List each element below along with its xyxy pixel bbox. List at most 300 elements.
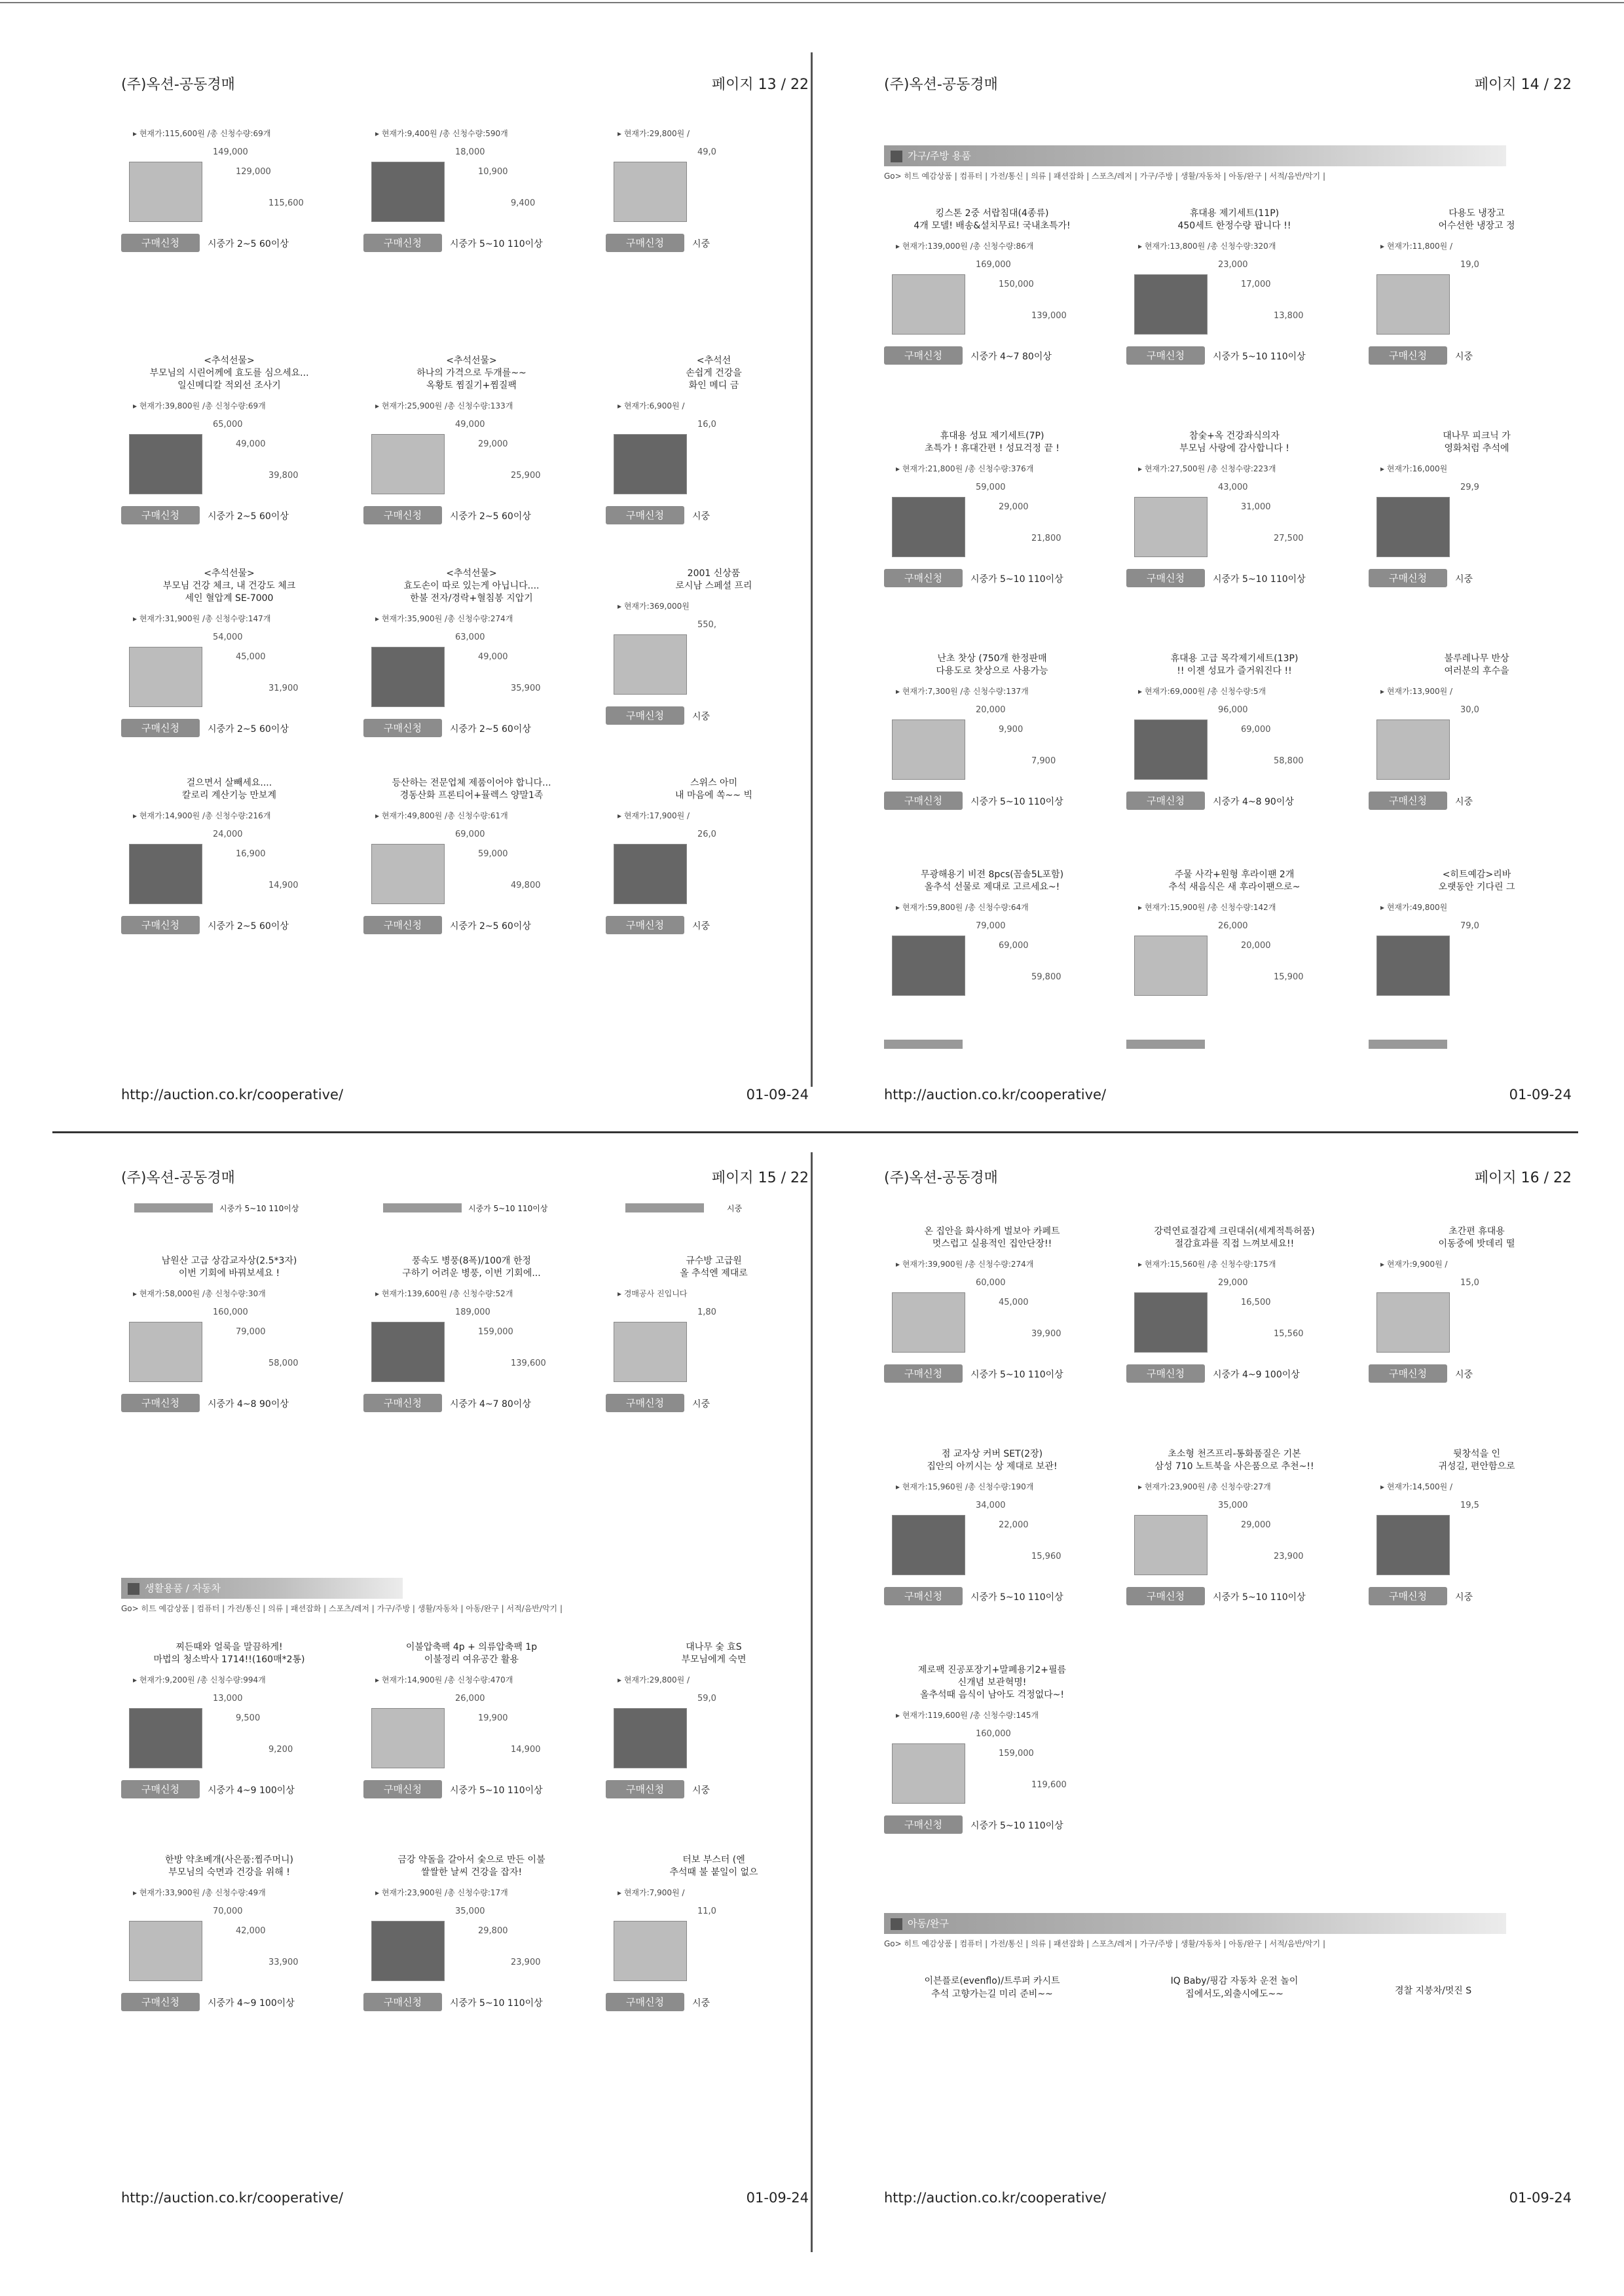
product-subtitle: 이동중에 밧데리 떨 [1438,1239,1515,1249]
buy-button[interactable]: 구매신청 [363,1993,442,2011]
product-subtitle: 추석 새음식은 새 후라이팬으로~ [1168,882,1301,892]
product-image[interactable] [1134,720,1208,780]
list-price: 29,000 [1218,1278,1248,1288]
buy-button[interactable]: 구매신청 [606,1993,684,2011]
kids-item-1[interactable] [884,1974,1100,2000]
product-card[interactable] [121,128,337,259]
mid-price: 9,900 [999,725,1024,735]
buy-button[interactable]: 구매신청 [1126,346,1205,365]
product-image[interactable] [129,844,202,904]
product-title[interactable]: <추석선 [696,355,731,366]
product-image[interactable] [892,936,965,996]
buy-button[interactable]: 구매신청 [884,792,963,810]
product-image[interactable] [892,1515,965,1575]
product-image[interactable] [1376,936,1450,996]
category-band-living [121,1578,403,1599]
product-card[interactable] [1126,429,1342,594]
header-company: (주)옥션-공동경매 [121,1170,235,1186]
product-card[interactable] [363,128,580,259]
product-card[interactable] [884,1447,1100,1612]
product-card[interactable] [363,1853,580,2018]
product-subtitle: 추석때 불 붙일이 없으 [669,1867,758,1878]
product-subtitle: 올추석 선물로 제대로 고르세요~! [924,882,1060,892]
category-band-furniture [884,145,1506,166]
list-price: 35,000 [1218,1501,1248,1510]
product-card[interactable] [884,1224,1100,1389]
quantity-discount-info: 시중가 4~9 100이상 [208,1998,295,2009]
product-title[interactable]: 대나무 숯 효S [686,1642,742,1652]
product-card[interactable] [1126,1447,1342,1612]
product-image[interactable] [1376,497,1450,557]
product-card[interactable] [1126,867,1342,1032]
product-card[interactable] [1126,651,1342,816]
mid-price: 29,000 [999,502,1029,512]
product-subtitle: 경동산화 프론티어+뮬렉스 양말1족 [399,790,544,801]
product-title[interactable]: 뒷창석을 인 [1452,1449,1501,1459]
buy-button[interactable]: 구매신청 [606,1780,684,1798]
product-title[interactable]: <추석선물> [204,355,255,366]
item-title: 이븐플로(evenflo)/트루퍼 카시트 [924,1976,1060,1986]
buy-button[interactable]: 구매신청 [606,506,684,524]
current-price-status: ▸ 현재가:59,800원 /총 신청수량:64개 [896,903,1029,912]
product-subtitle: 부모님의 시린어께에 효도를 심으세요... [149,368,309,378]
product-card[interactable] [884,651,1100,816]
list-price: 15,0 [1460,1278,1479,1288]
product-subtitle: 여러분의 후수을 [1444,666,1509,676]
current-price-status: ▸ 경매공사 진입니다 [618,1289,688,1298]
buy-button[interactable]: 구매신청 [363,719,442,737]
product-image[interactable] [1134,274,1208,335]
product-card[interactable] [1369,651,1568,816]
product-title[interactable]: 제로팩 진공포장기+말폐용기2+필름 [917,1665,1067,1675]
buy-button[interactable]: 구매신청 [1126,1587,1205,1605]
product-subtitle: 로시남 스페셜 프리 [675,581,752,591]
product-image[interactable] [892,1292,965,1353]
product-title[interactable]: 점 교자상 커버 SET(2장) [941,1449,1043,1459]
buy-button[interactable]: 구매신청 [363,1394,442,1412]
product-image[interactable] [129,1921,202,1981]
item-subtitle: 집에서도,외출시에도~~ [1185,1989,1283,1999]
product-image[interactable] [371,844,445,904]
product-card[interactable] [606,1853,822,2018]
product-title[interactable]: 휴대용 성묘 제기세트(7P) [940,431,1044,441]
current-price-status: ▸ 현재가:139,600원 /총 신청수량:52개 [375,1289,513,1298]
product-title[interactable]: <추석선물> [204,568,255,579]
list-price: 65,000 [213,420,243,429]
product-card[interactable] [606,776,805,941]
product-image[interactable] [371,1921,445,1981]
product-title[interactable]: 금강 약돌을 갈아서 숯으로 만든 이불 [397,1855,545,1865]
product-title[interactable]: 강력연료절감제 크린대쉬(세계적특허품) [1154,1226,1315,1237]
mid-price: 16,900 [236,849,266,859]
list-price: 18,000 [455,147,485,157]
product-card[interactable] [606,128,805,259]
product-image[interactable] [892,274,965,335]
quantity-discount-info: 시중가 4~9 100이상 [208,1785,295,1796]
auction-price: 23,900 [1274,1552,1304,1561]
mid-price: 16,500 [1241,1298,1271,1307]
list-price: 189,000 [455,1307,490,1317]
product-card[interactable] [363,1254,580,1419]
product-title[interactable]: 불루레나무 반상 [1444,653,1509,664]
auction-price: 7,900 [1031,756,1056,766]
auction-price: 23,900 [511,1958,541,1967]
product-title[interactable]: 초간편 휴대용 [1449,1226,1505,1237]
auction-price: 58,000 [268,1358,299,1368]
product-card[interactable] [1369,206,1568,371]
product-card[interactable] [606,1254,822,1419]
category-nav[interactable]: Go> 히트 예감상품 | 컴퓨터 | 가전/통신 | 의류 | 패션잡화 | 스포츠/레저 | 가구/주방 | 생활/자동차 | 아동/완구 | 서적/음반/악기 | [884,172,1325,181]
category-title: 가구/주방 용품 [908,150,971,162]
current-price-status: ▸ 현재가:9,400원 /총 신청수량:590개 [375,129,508,138]
product-title[interactable]: 주물 사각+원형 후라이팬 2개 [1174,869,1295,880]
page-13 [121,65,809,1126]
auction-price: 59,800 [1031,972,1061,982]
buy-button[interactable]: 구매신청 [884,346,963,365]
product-image[interactable] [892,497,965,557]
category-nav[interactable]: Go> 히트 예감상품 | 컴퓨터 | 가전/통신 | 의류 | 패션잡화 | 스포츠/레저 | 가구/주방 | 생활/자동차 | 아동/완구 | 서적/음반/악기 | [884,1939,1325,1948]
product-card[interactable] [606,354,805,531]
current-price-status: ▸ 현재가:31,900원 /총 신청수량:147개 [133,614,271,623]
product-image[interactable] [614,434,687,494]
product-card[interactable] [606,1640,822,1805]
quantity-discount-info: 시중 [692,1998,710,2009]
product-title[interactable]: 찌든때와 얼룩을 말끔하게! [175,1642,283,1652]
footer-date: 01-09-24 [1509,1087,1572,1102]
auction-price: 39,900 [1031,1329,1061,1339]
quantity-discount-info: 시중 [1455,574,1473,585]
buy-button[interactable]: 구매신청 [884,1364,963,1383]
product-image[interactable] [1134,936,1208,996]
buy-button[interactable]: 구매신청 [606,706,684,725]
product-title[interactable]: 터보 부스터 (엔 [682,1855,745,1865]
product-title[interactable]: 휴대용 제기세트(11P) [1189,208,1280,219]
quantity-discount-info: 시중가 4~8 90이상 [208,1399,289,1410]
current-price-status: ▸ 현재가:7,900원 / [618,1888,685,1897]
product-subtitle: 올 추석엔 제대로 [680,1268,748,1279]
product-image[interactable] [129,1708,202,1768]
current-price-status: ▸ 현재가:11,800원 / [1380,242,1453,251]
product-card[interactable] [884,867,1100,1032]
auction-price: 27,500 [1274,534,1304,543]
buy-button[interactable]: 구매신청 [606,916,684,934]
current-price-status: ▸ 현재가:115,600원 /총 신청수량:69개 [133,129,271,138]
product-card[interactable] [884,1663,1100,1840]
quantity-discount-info: 시중가 5~10 110이상 [1213,574,1306,585]
product-image[interactable] [614,1921,687,1981]
quantity-discount-info: 시중가 5~10 110이상 [970,1592,1063,1603]
current-price-status: ▸ 현재가:29,800원 / [618,129,690,138]
quantity-discount-info: 시중가 5~10 110이상 [450,1998,543,2009]
product-card[interactable] [884,206,1100,371]
product-image[interactable] [1376,720,1450,780]
product-card[interactable] [363,1640,580,1805]
product-image[interactable] [892,1743,965,1804]
mid-price: 45,000 [999,1298,1029,1307]
auction-price: 49,800 [511,881,541,890]
footer-date: 01-09-24 [1509,2190,1572,2206]
list-price: 70,000 [213,1906,243,1916]
product-subtitle: 부모님에게 숙면 [681,1654,747,1665]
product-image[interactable] [371,1322,445,1382]
product-subtitle: 초특가 ! 휴대간편 ! 성묘걱정 끝 ! [925,443,1060,454]
vertical-divider-top [811,52,813,1087]
product-subtitle: 영화처럼 추석에 [1444,443,1509,454]
product-title[interactable]: 초소형 천즈프리-통화품질은 기본 [1168,1449,1301,1459]
buy-button[interactable]: 구매신청 [606,1394,684,1412]
product-image[interactable] [1134,1515,1208,1575]
product-image[interactable] [1134,497,1208,557]
mid-price: 42,000 [236,1926,266,1936]
product-subtitle: !! 이젠 성묘가 즐거워진다 !! [1177,666,1292,676]
list-price: 30,0 [1460,705,1479,715]
product-title[interactable]: 2001 신상품 [687,568,741,579]
footer-url[interactable]: http://auction.co.kr/cooperative/ [121,1087,344,1102]
buy-button[interactable]: 구매신청 [606,234,684,252]
list-price: 24,000 [213,829,243,839]
product-card[interactable] [363,354,580,531]
mid-price: 10,900 [478,167,508,177]
product-card[interactable] [121,1254,337,1419]
kids-item-3[interactable] [1395,1984,1545,1997]
buy-button[interactable]: 구매신청 [121,916,200,934]
product-title[interactable]: 난초 찻상 (750개 한정판매 [937,653,1047,664]
buy-button[interactable]: 구매신청 [884,1815,963,1834]
product-title[interactable]: 온 집안을 화사하게 벌보아 카페트 [924,1226,1060,1237]
product-image[interactable] [371,1708,445,1768]
buy-button[interactable]: 구매신청 [1126,569,1205,587]
product-image[interactable] [371,162,445,222]
buy-button[interactable]: 구매신청 [121,506,200,524]
product-image[interactable] [129,162,202,222]
buy-button[interactable]: 구매신청 [121,719,200,737]
product-subtitle: 구하기 어려운 병풍, 이번 기회에... [402,1268,541,1279]
buy-button[interactable]: 구매신청 [363,506,442,524]
product-title[interactable]: <추석선물> [446,568,497,579]
product-image[interactable] [614,634,687,695]
current-price-status: ▸ 현재가:39,900원 /총 신청수량:274개 [896,1260,1034,1269]
quantity-discount-info: 시중가 4~7 80이상 [450,1399,531,1410]
current-price-status: ▸ 현재가:49,800원 [1380,903,1448,912]
quantity-discount-info: 시중가 5~10 110이상 [970,797,1063,807]
list-price: 49,0 [697,147,716,157]
product-subtitle: 삼성 710 노트북을 사은품으로 추천~!! [1154,1461,1314,1472]
product-card[interactable] [1126,206,1342,371]
product-image[interactable] [614,162,687,222]
product-image[interactable] [614,1708,687,1768]
product-card[interactable] [363,776,580,941]
buy-button[interactable]: 구매신청 [121,234,200,252]
quantity-discount-info: 시중 [1455,1370,1473,1380]
product-card[interactable] [1369,867,1568,1032]
product-card[interactable] [1126,1224,1342,1389]
product-card[interactable] [884,429,1100,594]
footer-url[interactable]: http://auction.co.kr/cooperative/ [884,1087,1107,1102]
mid-price: 159,000 [999,1749,1034,1758]
buy-button[interactable]: 구매신청 [363,234,442,252]
list-price: 169,000 [976,260,1011,270]
buy-button[interactable]: 구매신청 [1369,792,1447,810]
mid-price: 29,000 [478,439,508,449]
product-subtitle: 효도손이 따로 있는게 아닙니다.... [403,581,540,591]
cut-off-sub-3: 시중 [727,1204,743,1213]
product-title[interactable]: 무광해용기 비젼 8pcs(꼼솔5L포함) [920,869,1064,880]
product-subtitle: 4개 모델! 배송&설치무료! 국내초특가! [913,221,1071,231]
buy-button[interactable]: 구매신청 [1369,346,1447,365]
buy-button[interactable]: 구매신청 [121,1780,200,1798]
product-title[interactable]: 걸으면서 살빼세요.... [186,778,272,788]
product-card[interactable] [121,1853,337,2018]
top-border [0,2,1624,3]
product-subtitle: 내 마음에 쏙~~ 빅 [675,790,752,801]
product-card[interactable] [363,566,580,744]
list-price: 19,0 [1460,260,1479,270]
product-title[interactable]: 등산하는 전문업체 제품이어야 합니다... [392,778,551,788]
quantity-discount-info: 시중가 5~10 110이상 [1213,1592,1306,1603]
product-title[interactable]: 대나무 피크닉 가 [1443,431,1511,441]
product-subtitle-2: 화인 메디 금 [688,380,739,391]
current-price-status: ▸ 현재가:6,900원 / [618,401,685,410]
product-title[interactable]: <추석선물> [446,355,497,366]
product-card[interactable] [1369,1447,1585,1612]
current-price-status: ▸ 현재가:23,900원 /총 신청수량:17개 [375,1888,508,1897]
auction-price: 31,900 [268,683,299,693]
list-price: 29,9 [1460,483,1479,492]
mid-price: 29,800 [478,1926,508,1936]
footer-url[interactable]: http://auction.co.kr/cooperative/ [884,2190,1107,2206]
kids-item-2[interactable] [1126,1974,1342,2000]
product-image[interactable] [129,434,202,494]
product-image[interactable] [1376,1515,1450,1575]
category-title: 아동/완구 [908,1918,950,1929]
quantity-discount-info: 시중가 4~7 80이상 [970,352,1052,362]
mid-price: 69,000 [1241,725,1271,735]
current-price-status: ▸ 현재가:33,900원 /총 신청수량:49개 [133,1888,266,1897]
category-nav[interactable]: Go> 히트 예감상품 | 컴퓨터 | 가전/통신 | 의류 | 패션잡화 | 스포츠/레저 | 가구/주방 | 생활/자동차 | 아동/완구 | 서적/음반/악기 | [121,1604,563,1613]
header-page-number: 페이지 15 / 22 [711,1170,809,1186]
buy-button[interactable]: 구매신청 [884,1587,963,1605]
auction-price: 35,900 [511,683,541,693]
product-title[interactable]: <히트예감>리바 [1442,869,1511,880]
auction-price: 13,800 [1274,311,1304,321]
category-band-kids [884,1913,1506,1934]
buy-button[interactable]: 구매신청 [1369,1364,1447,1383]
product-image[interactable] [129,647,202,707]
product-title[interactable]: 다용도 냉장고 [1449,208,1505,219]
buy-button[interactable]: 구매신청 [363,916,442,934]
current-price-status: ▸ 현재가:15,960원 /총 신청수량:190개 [896,1482,1034,1491]
product-image[interactable] [129,1322,202,1382]
list-price: 23,000 [1218,260,1248,270]
product-subtitle: 마법의 청소박사 1714!!(160매*2통) [153,1654,305,1665]
product-image[interactable] [371,434,445,494]
quantity-discount-info: 시중가 2~5 60이상 [208,239,289,249]
category-icon [128,1583,139,1595]
product-image[interactable] [614,844,687,904]
footer-url[interactable]: http://auction.co.kr/cooperative/ [121,2190,344,2206]
current-price-status: ▸ 현재가:17,900원 / [618,811,690,820]
product-title[interactable]: 풍속도 병풍(8폭)/100개 한정 [412,1256,531,1266]
quantity-discount-info: 시중가 2~5 60이상 [208,724,289,735]
quantity-discount-info: 시중가 2~5 60이상 [208,511,289,522]
buy-button[interactable]: 구매신청 [1126,792,1205,810]
buy-button[interactable]: 구매신청 [1369,1587,1447,1605]
product-subtitle: 부모님 건강 체크, 내 건강도 체크 [162,581,296,591]
current-price-status: ▸ 현재가:15,560원 /총 신청수량:175개 [1138,1260,1276,1269]
list-price: 26,000 [455,1694,485,1704]
auction-price: 25,900 [511,471,541,481]
mid-price: 22,000 [999,1520,1029,1530]
buy-button[interactable]: 구매신청 [121,1993,200,2011]
list-price: 149,000 [213,147,248,157]
category-title: 생활용품 / 자동차 [145,1582,221,1594]
product-card[interactable] [606,566,805,731]
product-card[interactable] [121,354,337,531]
product-title[interactable]: 규수방 고급원 [686,1256,742,1266]
list-price: 34,000 [976,1501,1006,1510]
product-image[interactable] [1376,1292,1450,1353]
product-title[interactable]: 스위스 아미 [690,778,738,788]
product-subtitle: 이번 기회에 바꿔보세요 ! [178,1268,280,1279]
current-price-status: ▸ 현재가:9,900원 / [1380,1260,1448,1269]
buy-button[interactable]: 구매신청 [1369,569,1447,587]
mid-price: 79,000 [236,1327,266,1337]
cut-off-sub-1: 시중가 5~10 110이상 [219,1204,299,1213]
current-price-status: ▸ 현재가:369,000원 [618,602,690,611]
product-image[interactable] [371,647,445,707]
auction-price: 119,600 [1031,1780,1067,1790]
product-title[interactable]: 한방 약초베개(사은품:찜주머니) [165,1855,293,1865]
product-subtitle: 절감효과를 직접 느껴보세요!! [1174,1239,1295,1249]
quantity-discount-info: 시중 [692,921,710,932]
mid-price: 9,500 [236,1713,261,1723]
mid-price: 159,000 [478,1327,513,1337]
product-image[interactable] [614,1322,687,1382]
auction-price: 39,800 [268,471,299,481]
product-image[interactable] [892,720,965,780]
buy-button[interactable]: 구매신청 [363,1780,442,1798]
buy-button[interactable]: 구매신청 [884,569,963,587]
product-subtitle: 집안의 아끼시는 상 제대로 보관! [927,1461,1058,1472]
product-title[interactable]: 참숯+옥 건강좌식의자 [1189,431,1280,441]
product-card[interactable] [1369,1224,1585,1389]
quantity-discount-info: 시중가 5~10 110이상 [450,239,543,249]
product-image[interactable] [1134,1292,1208,1353]
auction-price: 14,900 [268,881,299,890]
list-price: 69,000 [455,829,485,839]
mid-price: 59,000 [478,849,508,859]
quantity-discount-info: 시중 [1455,352,1473,362]
buy-button[interactable]: 구매신청 [121,1394,200,1412]
product-image[interactable] [1376,274,1450,335]
product-title[interactable]: 이불압축팩 4p + 의류압축팩 1p [405,1642,538,1652]
auction-price: 9,200 [268,1745,293,1755]
quantity-discount-info: 시중가 5~10 110이상 [970,574,1063,585]
product-subtitle: 멋스럽고 실용적인 집안단장!! [932,1239,1052,1249]
product-subtitle: 부모님 사랑에 감사합니다 ! [1179,443,1289,454]
product-card[interactable] [121,1640,337,1805]
product-subtitle: 손쉽게 건강을 [686,368,742,378]
product-title[interactable]: 킹스톤 2중 서랍침대(4종류) [935,208,1049,219]
product-card[interactable] [121,566,337,744]
list-price: 79,000 [976,921,1006,931]
product-title[interactable]: 남원산 고급 상감교자상(2.5*3자) [161,1256,297,1266]
mid-price: 69,000 [999,941,1029,951]
product-card[interactable] [1369,429,1568,594]
buy-button[interactable]: 구매신청 [1126,1364,1205,1383]
product-card[interactable] [121,776,337,941]
product-title[interactable]: 휴대용 고급 목각제기세트(13P) [1170,653,1299,664]
